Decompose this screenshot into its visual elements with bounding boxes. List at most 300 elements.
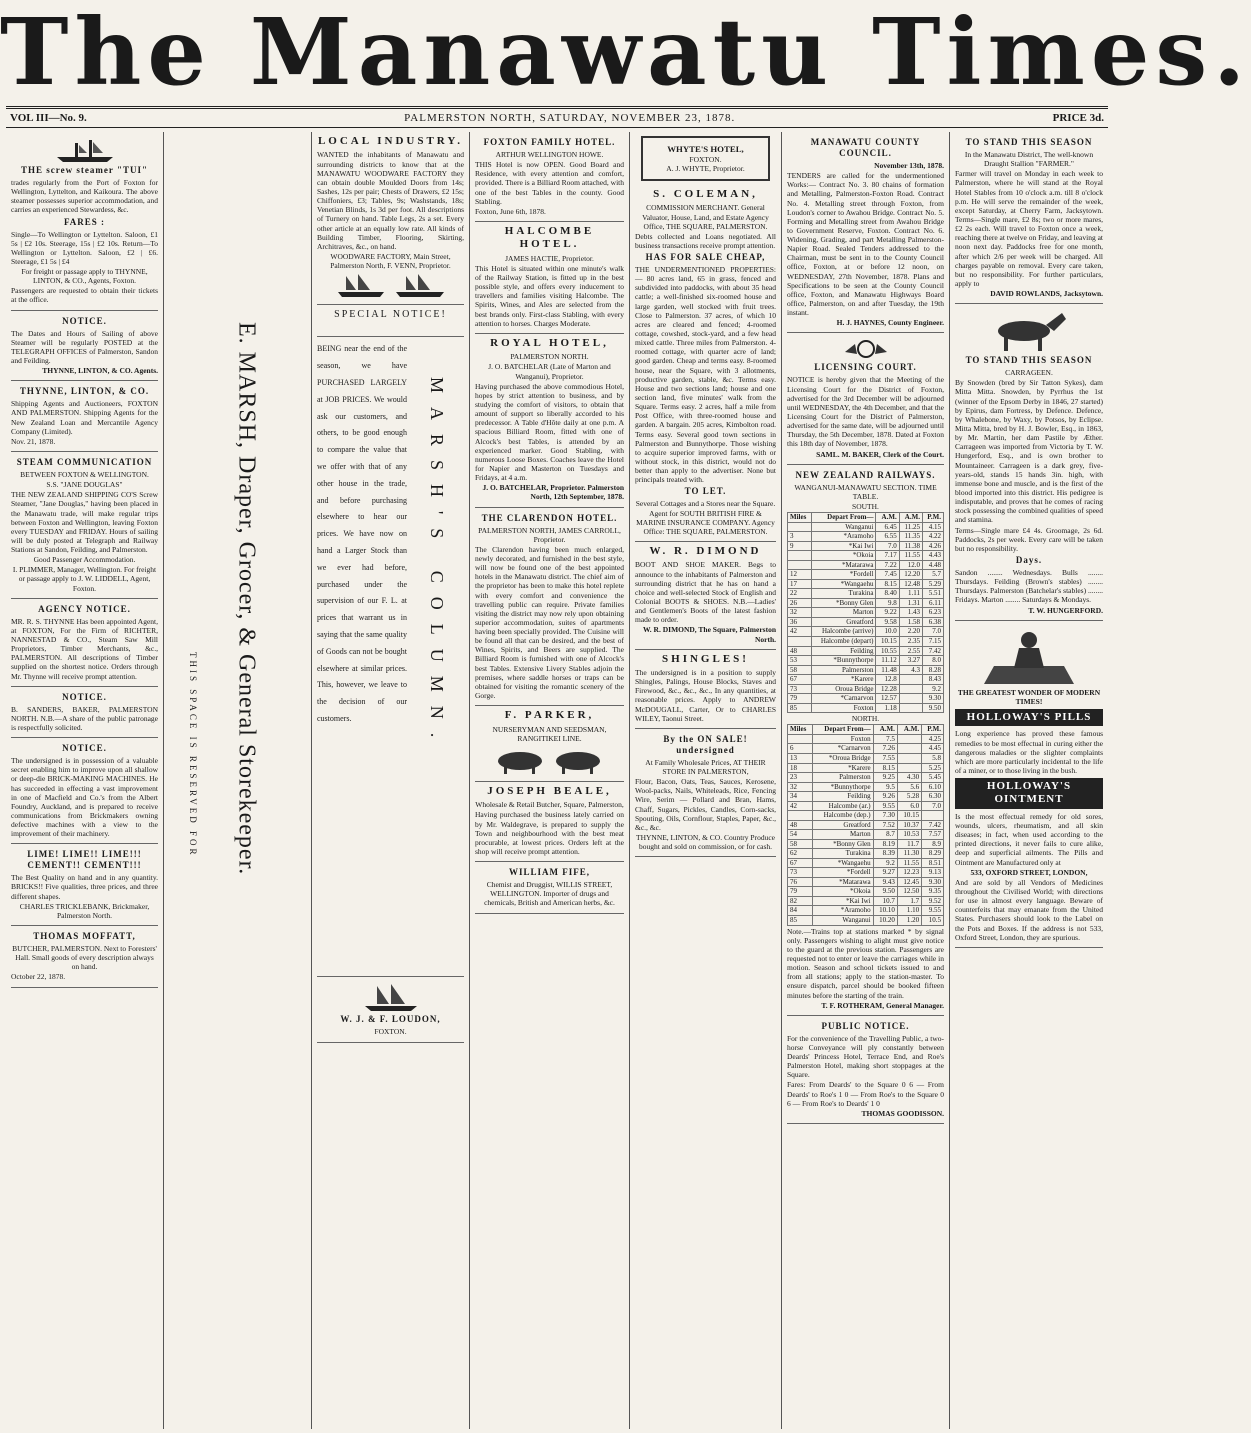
table-cell: 9.27 <box>873 868 897 878</box>
table-cell: 79 <box>788 694 812 704</box>
table-row <box>788 763 944 773</box>
table-cell: 6.38 <box>922 617 943 627</box>
masthead <box>0 0 1251 106</box>
volume-number: VOL III—No. 9. <box>10 112 87 124</box>
lime-heading: LIME! LIME!! LIME!!! CEMENT!! CEMENT!!! <box>27 849 142 871</box>
parker-heading: F. PARKER, <box>504 709 595 722</box>
column-5 <box>630 132 782 1429</box>
beale-advert <box>475 782 624 862</box>
table-cell: 9.50 <box>873 887 897 897</box>
table-cell: *Matarawa <box>811 560 876 570</box>
council-body: TENDERS are called for the undermentioned Works:— Contract No. 3. 80 chains of formation and Metalling, Palmerston-Foxton Road. Contract No. 4. Metalling street through Foxton, from Loudon's corner to Awahou Bridge. Contract No. 5. Forming and Metalling street from Awahou Bridge to Government Reserve, Foxton. Contract No. 6. Widening, Grading, and part Metalling Palmerston-Napier Road. Sealed Tenders addressed to the Chairman, must be sent in to the County Council office, Foxton, at or before 12 noon, on WEDNESDAY, 27th November, 1878. Plans and Specifications to be seen at the County Council office, Foxton, and Manawatu Highways Board office, Palmerston, on and after Tuesday, the 19th instant. <box>787 171 944 318</box>
coleman-subheading: COMMISSION MERCHANT. General Valuator, House, Land, and Estate Agency Office, THE SQUARE, PALMERSTON. <box>642 203 769 231</box>
table-cell: 7.57 <box>922 830 944 840</box>
agency-heading: AGENCY NOTICE. <box>38 603 131 614</box>
table-row <box>788 782 944 792</box>
special-notice <box>317 305 464 337</box>
north-timetable <box>787 724 944 925</box>
notice-body: The Dates and Hours of Sailing of above Steamer will be regularly POSTED at the TELEGRAPH OFFICES of Palmerston, Sandon and Feilding. <box>11 328 158 366</box>
price: PRICE 3d. <box>1052 112 1104 124</box>
thynne-heading: THYNNE, LINTON, & CO. <box>19 386 150 397</box>
south-timetable <box>787 512 944 713</box>
job-prices-advert <box>317 337 464 977</box>
table-row <box>788 820 944 830</box>
table-cell: 4.3 <box>899 665 922 675</box>
parker-advert <box>475 706 624 782</box>
table-row <box>788 916 944 926</box>
table-cell: 12.23 <box>897 868 921 878</box>
table-cell: Palmerston <box>811 665 876 675</box>
thynne-advert <box>11 381 158 452</box>
table-cell: Wanganui <box>811 522 876 532</box>
table-cell: 11.25 <box>899 522 922 532</box>
table-cell: 10.55 <box>876 646 899 656</box>
table-cell: 4.48 <box>922 560 943 570</box>
table-cell <box>897 763 921 773</box>
loudon-place: FOXTON. <box>374 1027 407 1037</box>
table-cell: 5.29 <box>922 579 943 589</box>
table-cell: 8.28 <box>922 665 943 675</box>
tui-body: trades regularly from the Port of Foxton for Wellington, Lyttelton, and Kaikoura. The above steamer possesses superior accommodation, and carries an experienced Stewardess, &c. <box>11 177 158 215</box>
table-cell: 6.11 <box>922 598 943 608</box>
holloway-pills-banner: HOLLOWAY'S PILLS <box>955 709 1103 726</box>
moffatt-body: BUTCHER, PALMERSTON. Next to Foresters' Hall. Small goods of every description always on hand. <box>12 943 157 972</box>
table-cell: 7.0 <box>922 627 943 637</box>
holloway-pills-body: Long experience has proved these famous remedies to be most effectual in curing either the dangerous maladies or the slighter complaints which are more particularly incidental to the life of a miner, or to those living in the bush. <box>955 729 1103 775</box>
whyte-hotel-place: FOXTON. <box>689 154 722 164</box>
table-cell: 4.22 <box>922 532 943 542</box>
farmer-advert <box>955 132 1103 304</box>
on-sale-body: At Family Wholesale Prices, AT THEIR STORE IN PALMERSTON, <box>645 757 766 776</box>
steamship-icon <box>55 137 115 163</box>
table-cell <box>899 703 922 713</box>
foxton-hotel-heading: FOXTON FAMILY HOTEL. <box>483 137 616 147</box>
south-header-row <box>788 513 944 523</box>
table-cell: 1.31 <box>899 598 922 608</box>
table-cell: 4.43 <box>922 551 943 561</box>
table-row <box>788 811 944 821</box>
table-cell: 5.8 <box>922 753 944 763</box>
table-cell: Greatford <box>812 820 873 830</box>
table-cell: 3.27 <box>899 656 922 666</box>
moffatt-advert <box>11 926 158 988</box>
sale-heading: HAS FOR SALE CHEAP, <box>645 252 766 263</box>
column-1 <box>6 132 164 1429</box>
railway-timetable <box>787 465 944 1016</box>
table-row <box>788 684 944 694</box>
railway-heading: NEW ZEALAND RAILWAYS. <box>795 469 936 480</box>
table-row <box>788 598 944 608</box>
thynne-date: Nov. 21, 1878. <box>11 436 56 446</box>
table-row <box>788 608 944 618</box>
railway-subheading: WANGANUI-MANAWATU SECTION. TIME TABLE. <box>794 482 937 501</box>
table-cell: 32 <box>788 608 812 618</box>
table-cell: 12.48 <box>899 579 922 589</box>
halcombe-hotel-advert <box>475 222 624 334</box>
table-cell: *Matarawa <box>812 877 873 887</box>
dimond-body: BOOT AND SHOE MAKER. Begs to announce to the inhabitants of Palmerston and surrounding district that he has on hand a choice and well-selected Stock of English and Colonial BOOTS & SHOES. N.B.—Ladies' and Gentlemen's Boots of the latest fashion made to order. <box>635 560 776 625</box>
baker-advert <box>11 687 158 738</box>
table-cell: 13 <box>788 753 813 763</box>
table-cell: 2.55 <box>899 646 922 656</box>
table-row <box>788 887 944 897</box>
table-cell <box>897 744 921 754</box>
table-cell <box>897 734 921 744</box>
marsh-vertical-advert <box>169 132 306 1429</box>
table-cell: 9.8 <box>876 598 899 608</box>
sailing-ship-icon <box>361 982 421 1012</box>
table-cell: 10.53 <box>897 830 921 840</box>
table-row <box>788 560 944 570</box>
farmer-subheading: In the Manawatu District, The well-known Draught Stallion "FARMER." <box>964 149 1094 169</box>
clarendon-hotel-body: The Clarendon having been much enlarged, newly decorated, and furnished in the best style, will now be found one of the best appointed hotels in the Manawatu district. The chief aim of the proprietor has been to make this hotel replete with every comfort and convenience the travelling public can require. Private families visiting the district may now rely upon obtaining superior accommodation, suites of apartments having been specially provided. The Cuisine will be found all that can be desired, and the best of Wines, Spirits, and Beers are supplied. The Billiard Room is furnished with one of Alcock's best Tables. Extensive Livery Stables adjoin the premises, where saddle horses or traps can be obtained for visiting the romantic scenery of the Gorge. <box>475 544 624 701</box>
council-advert <box>787 132 944 333</box>
table-cell: 10.15 <box>876 637 899 647</box>
table-cell: 12.8 <box>876 675 899 685</box>
steam-advert <box>11 452 158 599</box>
holloway-tagline: THE GREATEST WONDER OF MODERN TIMES! <box>957 687 1101 706</box>
table-cell: *Bunnythorpe <box>812 782 873 792</box>
table-cell: 58 <box>788 665 812 675</box>
table-cell: 5.6 <box>897 782 921 792</box>
table-cell: 8.40 <box>876 589 899 599</box>
table-cell: 11.12 <box>876 656 899 666</box>
to-let-body: Several Cottages and a Stores near the Square. Agent for SOUTH BRITISH FIRE & MARINE INSURANCE COMPANY. Agency Office: THE SQUARE, PALMERSTON. <box>635 499 776 536</box>
table-cell: Marton <box>812 830 873 840</box>
table-cell: *Okoia <box>811 551 876 561</box>
on-sale-list: Flour, Bacon, Oats, Teas, Sauces, Kerosene, Wool-packs, Nails, Whiteleads, Rice, Fencing Wire, Serim — Pollard and Bran, Hams, Chaff, Sugars, Pickles, Candles, Corn-sacks, Spouting, Oils, Cornflour, Staples, Paper, &c., &c., &c. <box>635 777 776 832</box>
column-4 <box>470 132 630 1429</box>
table-cell: 1.20 <box>897 916 921 926</box>
column-7 <box>950 132 1108 1429</box>
holloway-ointment-body: Is the most effectual remedy for old sores, wounds, ulcers, rheumatism, and all skin diseases; in fact, when used according to the printed directions, it never fails to cure alike, deep and superficial ailments. The Pills and Ointment are Manufactured only at <box>955 811 1103 867</box>
table-row <box>788 646 944 656</box>
table-cell: 6.23 <box>922 608 943 618</box>
fares-heading: FARES : <box>63 216 106 227</box>
fares-body: Single—To Wellington or Lyttelton. Saloon, £1 5s | £2 10s. Steerage, 15s | £2 10s. Return—To Wellington or Lyttelton. Saloon, £2 | £6. Steerage, £1 5s | £4 <box>11 229 158 266</box>
table-cell: 3 <box>788 532 812 542</box>
clarendon-hotel-heading: THE CLARENDON HOTEL. <box>481 512 618 523</box>
table-cell: 9.5 <box>873 782 897 792</box>
south-column-header: Miles <box>788 513 812 523</box>
table-cell: 9.58 <box>876 617 899 627</box>
baker-heading: NOTICE. <box>62 691 107 702</box>
notice-heading: NOTICE. <box>62 315 107 326</box>
parker-body: NURSERYMAN AND SEEDSMAN, RANGITIKEI LINE. <box>492 724 607 743</box>
fife-heading: WILLIAM FIFE, <box>508 867 590 878</box>
dimond-signature: W. R. DIMOND, The Square, Palmerston North. <box>643 625 776 644</box>
table-cell: 7.22 <box>876 560 899 570</box>
halcombe-hotel-owner: JAMES HACTIE, Proprietor. <box>505 253 594 263</box>
table-cell: *Wangaehu <box>812 858 873 868</box>
steam-ship-name: S.S. "JANE DOUGLAS" <box>46 480 123 490</box>
table-row <box>788 849 944 859</box>
table-cell: 9.52 <box>922 896 944 906</box>
table-cell: 9.30 <box>922 877 944 887</box>
licensing-heading: LICENSING COURT. <box>814 362 917 373</box>
table-cell: 82 <box>788 896 813 906</box>
table-cell: 18 <box>788 763 813 773</box>
table-cell: 7.5 <box>873 734 897 744</box>
table-cell: 10.7 <box>873 896 897 906</box>
whyte-hotel-heading: WHYTE'S HOTEL, <box>667 144 744 154</box>
table-cell: 4.15 <box>922 522 943 532</box>
royal-hotel-heading: ROYAL HOTEL, <box>490 336 609 349</box>
tui-note: Passengers are requested to obtain their tickets at the office. <box>11 286 158 305</box>
table-cell: 8.51 <box>922 858 944 868</box>
days-heading: Days. <box>1015 555 1043 565</box>
moffatt-date: October 22, 1878. <box>11 972 66 982</box>
table-cell: 6 <box>788 744 813 754</box>
table-cell: *Oroua Bridge <box>812 753 873 763</box>
lime-signature: CHARLES TRICKLEBANK, Brickmaker, Palmerston North. <box>19 901 150 920</box>
whyte-hotel-owner: A. J. WHYTE, Proprietor. <box>666 163 745 173</box>
table-cell: 7.52 <box>873 820 897 830</box>
steam-heading: STEAM COMMUNICATION <box>16 456 153 467</box>
north-column-header: Miles <box>788 725 813 735</box>
railway-north-label: NORTH. <box>851 714 880 724</box>
on-sale-signature: THYNNE, LINTON, & CO. Country Produce bought and sold on commission, or for cash. <box>635 832 775 852</box>
tui-signature: For freight or passage apply to THYNNE, LINTON, & CO., Agents, Foxton. <box>21 267 148 286</box>
to-let-heading: TO LET. <box>684 486 727 497</box>
beale-heading: JOSEPH BEALE, <box>487 784 612 797</box>
column-3 <box>312 132 470 1429</box>
table-cell: 12 <box>788 570 812 580</box>
table-cell <box>788 551 812 561</box>
table-cell: 10.15 <box>897 811 921 821</box>
table-cell: Marton <box>811 608 876 618</box>
table-cell: 8.9 <box>922 839 944 849</box>
loudon-heading: W. J. & F. LOUDON, <box>340 1014 441 1025</box>
table-cell: 5.7 <box>922 570 943 580</box>
table-cell: *Karere <box>812 763 873 773</box>
table-cell: 1.11 <box>899 589 922 599</box>
whyte-hotel-advert <box>641 136 770 181</box>
table-cell: *Bunnythorpe <box>811 656 876 666</box>
table-cell: *Kai Iwi <box>811 541 876 551</box>
table-row <box>788 637 944 647</box>
days-body: Sandon ........ Wednesdays. Bulls ........ Thursdays. Feilding (Brown's stables) ........ Thursdays. Palmerston (Batchelar's stables) ........ Fridays. Marton ........ Saturdays & Mondays. <box>955 567 1103 605</box>
holloway-warning: And are sold by all Vendors of Medicines throughout the Civilised World; with directions for use in almost every language. Beware of counterfeits that may emanate from the United States. Purchasers should look to the Label on the Pots and Boxes. If the address is not 533, Oxford Street, London, they are spurious. <box>955 877 1103 942</box>
table-cell: 4.45 <box>922 744 944 754</box>
table-cell: 12.0 <box>899 560 922 570</box>
table-cell: 11.38 <box>899 541 922 551</box>
licensing-signature: SAML. M. BAKER, Clerk of the Court. <box>816 449 944 459</box>
table-cell: Feilding <box>812 792 873 802</box>
table-cell: *Bonny Glen <box>811 598 876 608</box>
table-row <box>788 617 944 627</box>
table-cell: 4.30 <box>897 773 921 783</box>
table-cell: 62 <box>788 849 813 859</box>
table-cell: 8.0 <box>922 656 943 666</box>
notice-sailing <box>11 311 158 382</box>
table-row <box>788 694 944 704</box>
baker-body: B. SANDERS, BAKER, PALMERSTON NORTH. N.B.—A share of the public patronage is respectfully solicited. <box>11 704 158 732</box>
table-cell: 9.26 <box>873 792 897 802</box>
table-row <box>788 734 944 744</box>
beale-body: Having purchased the business lately carried on by Mr. Waldegrave, is prepared to supply the Town and neighbourhood with the best meat procurable, at lowest prices. Orders left at the shop will receive prompt attention. <box>475 810 624 856</box>
south-body <box>788 522 944 713</box>
local-industry-heading: LOCAL INDUSTRY. <box>317 135 464 147</box>
fife-advert <box>475 862 624 913</box>
table-cell: 6.55 <box>876 532 899 542</box>
table-cell: 67 <box>788 675 812 685</box>
table-row <box>788 551 944 561</box>
table-cell: 7.42 <box>922 820 944 830</box>
table-cell: Halcombe (arrive) <box>811 627 876 637</box>
page-columns <box>6 132 1108 1429</box>
foxton-hotel-body: THIS Hotel is now OPEN. Good Board and Residence, with every attention and comfort, provided. There is a Billiard Room attached, with one of the best Tables in the county. Good Stabling. <box>475 160 624 206</box>
special-notice-heading: SPECIAL NOTICE! <box>334 309 447 321</box>
reserved-space-text: THIS SPACE IS RESERVED FOR <box>187 652 198 858</box>
table-cell <box>899 694 922 704</box>
north-body <box>788 734 944 925</box>
royal-hotel-body: Having purchased the above commodious Hotel, hopes by strict attention to business, and by studying the comfort of visitors, to obtain that amount of support so liberally accorded to his predecessor. A Table d'Hôte daily at one p.m. A spacious Billiard Room, fitted with one of Alcock's best Tables, is attended by an experienced marker. Good Stabling, with numerous Loose Boxes. Coaches leave the Hotel for Napier and Masterton on Tuesdays and Fridays, at 4 a.m. <box>475 381 624 483</box>
table-cell: 9.50 <box>922 703 943 713</box>
railway-signature: T. F. ROTHERAM, General Manager. <box>821 1000 944 1010</box>
north-column-header: A.M. <box>873 725 897 735</box>
table-cell: 1.58 <box>899 617 922 627</box>
table-cell: Halcombe (ar.) <box>812 801 873 811</box>
table-row <box>788 868 944 878</box>
on-sale-advert <box>635 729 776 857</box>
table-cell: 5.51 <box>922 589 943 599</box>
table-cell: 6.45 <box>876 522 899 532</box>
table-row <box>788 830 944 840</box>
table-cell: 7.15 <box>922 637 943 647</box>
table-cell: 9.30 <box>922 694 943 704</box>
table-row <box>788 532 944 542</box>
table-cell: 11.55 <box>897 858 921 868</box>
table-row <box>788 753 944 763</box>
loudon-advert <box>317 977 464 1042</box>
table-cell: 9 <box>788 541 812 551</box>
table-cell: 9.13 <box>922 868 944 878</box>
shingles-advert <box>635 650 776 729</box>
job-prices-body: BEING near the end of the season, we have PURCHASED LARGELY at JOB PRICES. We would ask our customers, and others, to be good enough to compare the value that we offer with that of any other house in the trade, and before purchasing elsewhere to hear our prices. We have now on hand a Larger Stock than we ever had before, purchased under the supervision of our F. L. at prices that warrant us in saying that the same quality of Goods can not be bought elsewhere at similar prices. This, however, we leave to the decision of our customers. <box>317 344 407 723</box>
table-cell: 7.55 <box>873 753 897 763</box>
table-cell: Feilding <box>811 646 876 656</box>
carrageen-heading: TO STAND THIS SEASON <box>965 355 1093 366</box>
table-cell: *Fordell <box>812 868 873 878</box>
table-cell: 5.28 <box>897 792 921 802</box>
table-cell: 9.2 <box>873 858 897 868</box>
table-cell: 23 <box>788 773 813 783</box>
table-cell: 5.45 <box>922 773 944 783</box>
table-cell: 7.45 <box>876 570 899 580</box>
table-cell: 7.42 <box>922 646 943 656</box>
table-cell: Turakina <box>812 849 873 859</box>
table-cell: Foxton <box>812 734 873 744</box>
table-row <box>788 703 944 713</box>
table-cell: 10.10 <box>873 906 897 916</box>
coleman-body: Debts collected and Loans negotiated. All business transactions receive prompt attention. <box>635 231 776 250</box>
table-cell: 9.43 <box>873 877 897 887</box>
table-row <box>788 839 944 849</box>
table-cell: 32 <box>788 782 813 792</box>
foxton-hotel-owner: ARTHUR WELLINGTON HOWE. <box>495 149 604 159</box>
table-cell: 53 <box>788 656 812 666</box>
royal-hotel-signature: J. O. BATCHELAR, Proprietor. Palmerston North, 12th September, 1878. <box>482 483 624 502</box>
table-cell: Greatford <box>811 617 876 627</box>
table-cell: 73 <box>788 684 812 694</box>
sailing-ship-icon <box>336 272 446 298</box>
table-cell: 9.2 <box>922 684 943 694</box>
table-cell: 26 <box>788 598 812 608</box>
farmer-signature: DAVID ROWLANDS, Jacksytown. <box>990 289 1103 299</box>
table-cell: 11.48 <box>876 665 899 675</box>
table-cell: 85 <box>788 916 813 926</box>
royal-hotel-owner: J. O. BATCHELAR (Late of Marton and Wanganui), Proprietor. <box>488 362 611 381</box>
table-cell: *Aramoho <box>811 532 876 542</box>
table-cell <box>899 684 922 694</box>
tui-advert <box>11 132 158 311</box>
brickmaking-body: The undersigned is in possession of a valuable secret enabling him to improve upon all shallow or deep-die BRICK-MAKING MACHINES. He has succeeded in effecting a vast improvement in one of Macfield and Co.'s from the Albert Foundry, Auckland, and is prepared to receive communications from Brickmakers owning defective machines with a view to the improvement of their machinery. <box>11 756 158 839</box>
table-cell: 5.25 <box>922 763 944 773</box>
dateline <box>6 106 1108 128</box>
shingles-body: The undersigned is in a position to supply Shingles, Palings, House Blocks, Staves and Firewood, &c., &c., &c., In any quantities, at reasonable prices. Apply to ANDREW McDOUGALL, Carter, Or to CHARLES WILEY, Taonui Street. <box>635 668 776 723</box>
table-cell <box>897 753 921 763</box>
table-cell: *Kai Iwi <box>812 896 873 906</box>
days-signature: T. W. HUNGERFORD. <box>1028 605 1103 615</box>
table-cell: 4.25 <box>922 734 944 744</box>
horse-icon <box>984 309 1074 353</box>
local-industry-signature: WOODWARE FACTORY, Main Street, Palmerston North, F. VENN, Proprietor. <box>330 251 451 271</box>
column-6 <box>782 132 950 1429</box>
table-cell: 7.0 <box>922 801 944 811</box>
table-cell: 10.37 <box>897 820 921 830</box>
table-cell: 1.10 <box>897 906 921 916</box>
table-cell: 4.26 <box>922 541 943 551</box>
north-column-header: Depart From— <box>812 725 873 735</box>
table-cell: 9.22 <box>876 608 899 618</box>
table-cell: 84 <box>788 906 813 916</box>
table-cell: *Carnarvon <box>812 744 873 754</box>
north-column-header: A.M. <box>897 725 921 735</box>
council-signature: H. J. HAYNES, County Engineer. <box>836 318 944 328</box>
holloway-address: 533, OXFORD STREET, LONDON, <box>970 867 1088 877</box>
table-row <box>788 665 944 675</box>
council-heading: MANAWATU COUNTY COUNCIL. <box>810 137 921 158</box>
newspaper-title: The Manawatu Times. <box>0 0 1251 106</box>
table-cell: 1.43 <box>899 608 922 618</box>
table-cell: 48 <box>788 820 813 830</box>
marsh-column-text: MARSH'S COLUMN. <box>426 377 447 752</box>
table-cell: 8.43 <box>922 675 943 685</box>
south-column-header: A.M. <box>899 513 922 523</box>
table-cell: 11.7 <box>897 839 921 849</box>
council-date: November 13th, 1878. <box>874 160 944 170</box>
table-cell: 7.26 <box>873 744 897 754</box>
table-row <box>788 541 944 551</box>
table-cell: 67 <box>788 858 813 868</box>
notice-signature: THYNNE, LINTON, & CO. Agents. <box>42 366 158 376</box>
steam-note: Good Passenger Accommodation. <box>33 555 136 565</box>
table-cell: *Bonny Glen <box>812 839 873 849</box>
table-cell: 9.55 <box>922 906 944 916</box>
table-cell: 7.30 <box>873 811 897 821</box>
farmer-heading: TO STAND THIS SEASON <box>965 137 1093 147</box>
marsh-storekeeper-text: E. MARSH, Draper, Grocer, & General Storekeeper. <box>233 322 260 876</box>
holloway-advert <box>955 621 1103 948</box>
tui-heading: THE screw steamer "TUI" <box>21 165 148 175</box>
table-cell: 8.15 <box>873 763 897 773</box>
table-cell: Halcombe (depart) <box>811 637 876 647</box>
table-cell: 85 <box>788 703 812 713</box>
fife-body: Chemist and Druggist, WILLIS STREET, WELLINGTON. Importer of drugs and chemicals, British and American herbs, &c. <box>484 880 615 908</box>
public-notice-signature: THOMAS GOODISSON. <box>861 1108 944 1118</box>
south-column-header: A.M. <box>876 513 899 523</box>
